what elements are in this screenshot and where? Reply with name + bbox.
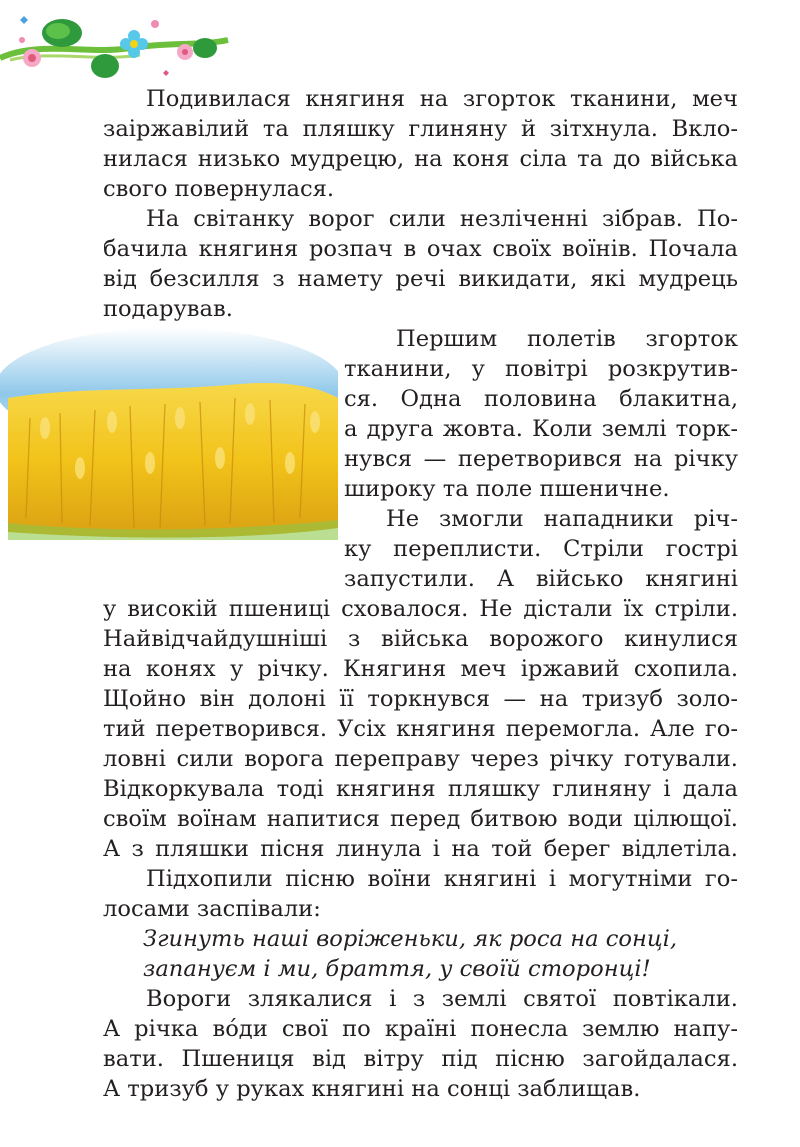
- text-line: Подивилася княгиня на згорток тканини, меч: [146, 86, 738, 112]
- text-line: Найвідчайдушніші з війська ворожого кинулися: [103, 626, 738, 652]
- text-line: широку та поле пшеничне.: [344, 476, 670, 502]
- text-line: нилася низько мудрецю, на коня сіла та до війська: [103, 146, 738, 172]
- text-line: ку переплисти. Стріли гострі: [344, 536, 738, 562]
- text-line: подарував.: [103, 296, 233, 322]
- floral-ornament-top: [0, 0, 230, 90]
- song-verse-line: запануєм і ми, браття, у своїй сторонці!: [143, 956, 651, 982]
- text-line: а друга жовта. Коли землі торк-: [344, 416, 738, 442]
- text-line: від безсилля з намету речі викидати, які мудрець: [103, 266, 738, 292]
- text-line: запустили. А військо княгині: [344, 566, 738, 592]
- text-line: А тризуб у руках княгині на сонці заблищав.: [103, 1076, 641, 1102]
- text-line: Підхопили пісню воїни княгині і могутніми го-: [146, 866, 738, 892]
- text-line: тканини, у повітрі розкрутив-: [344, 356, 738, 382]
- song-verse-line: Згинуть наші воріженьки, як роса на сонці,: [143, 926, 678, 952]
- text-line: лосами заспівали:: [103, 896, 321, 922]
- text-line: на конях у річку. Княгиня меч іржавий схопила.: [103, 656, 738, 682]
- text-line: своїм воїнам напитися перед битвою води цілющої.: [103, 806, 738, 832]
- text-line: нувся — перетворився на річку: [344, 446, 738, 472]
- text-line: тий перетворився. Усіх княгиня перемогла. Але го-: [103, 716, 738, 742]
- text-line: вати. Пшениця від вітру під пісню загойдалася.: [103, 1046, 738, 1072]
- text-line: заіржавілий та пляшку глиняну й зітхнула. Вкло-: [103, 116, 738, 142]
- wheat-field-illustration: [0, 318, 338, 540]
- text-line: Вороги злякалися і з землі святої повтікали.: [146, 986, 738, 1012]
- text-line: ловні сили ворога переправу через річку готували.: [103, 746, 738, 772]
- text-line: А річка вόди свої по країні понесла землю напу-: [103, 1016, 738, 1042]
- text-line: бачила княгиня розпач в очах своїх воїнів. Почала: [103, 236, 738, 262]
- text-line: свого повернулася.: [103, 176, 335, 202]
- text-line: Першим полетів згорток: [396, 326, 738, 352]
- text-line: А з пляшки пісня линула і на той берег відлетіла.: [103, 836, 738, 862]
- text-line: Щойно він долоні її торкнувся — на тризуб золо-: [103, 686, 738, 712]
- text-line: у високій пшениці сховалося. Не дістали їх стріли.: [103, 596, 738, 622]
- text-line: Відкоркувала тоді княгиня пляшку глиняну і дала: [103, 776, 738, 802]
- text-line: На світанку ворог сили незліченні зібрав. По-: [146, 206, 738, 232]
- text-line: ся. Одна половина блакитна,: [344, 386, 738, 412]
- text-line: Не змогли нападники річ-: [386, 506, 738, 532]
